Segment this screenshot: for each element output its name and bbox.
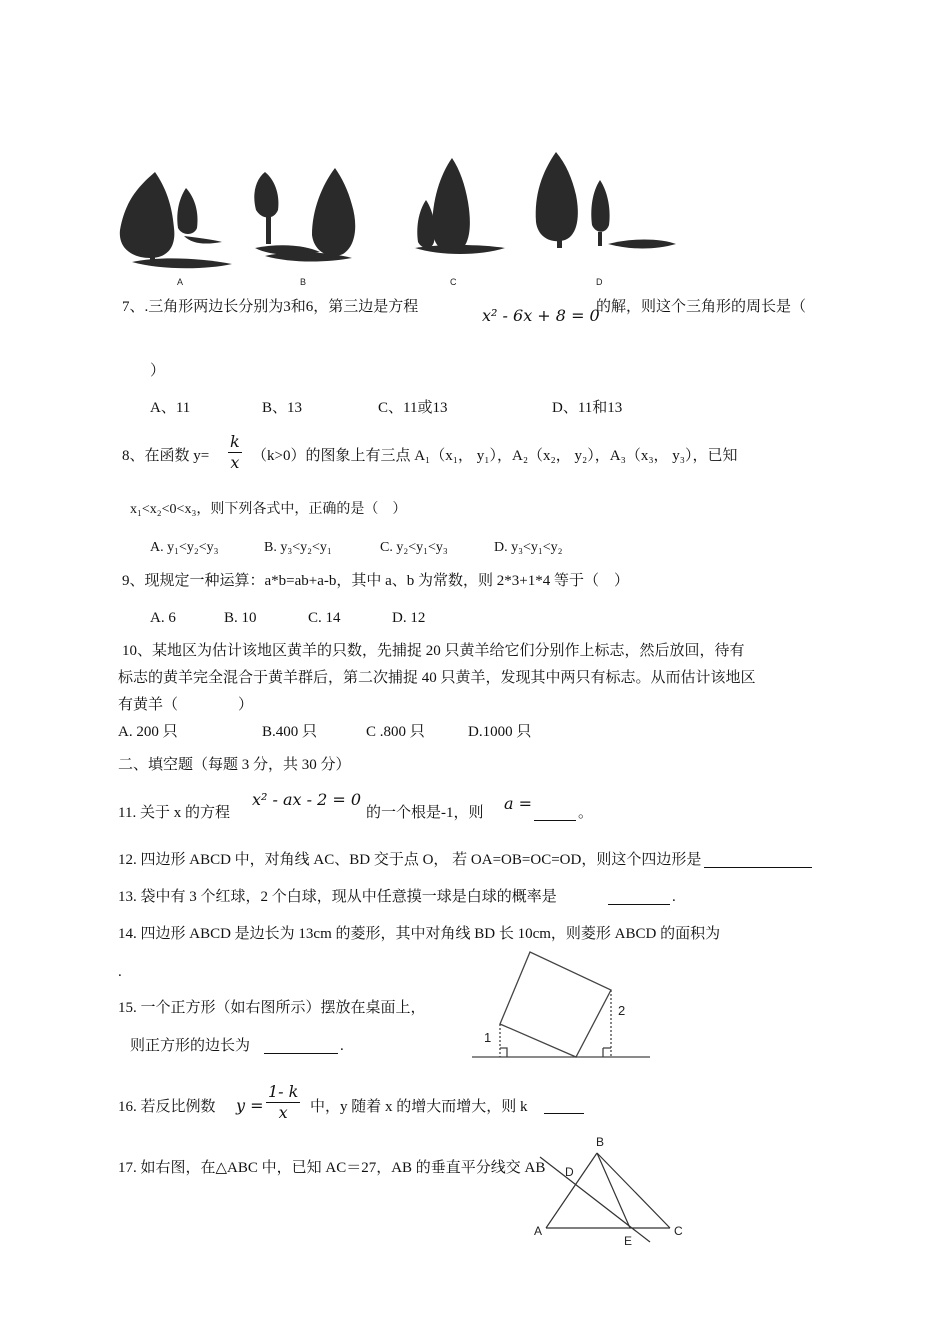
q11-answer-blank[interactable] xyxy=(534,806,576,821)
tree-option-a-label: A xyxy=(177,277,184,287)
q14-line2: . xyxy=(118,964,122,980)
q17-triangle-figure xyxy=(520,1135,700,1245)
q8-choice-a: A. y₁<y₂<y₃ xyxy=(150,540,219,555)
q15-end: . xyxy=(340,1038,344,1054)
q17-fig-label-e: E xyxy=(624,1234,633,1248)
q9-choice-a: A. 6 xyxy=(150,610,176,626)
q7-paren-close: ） xyxy=(150,363,166,379)
q7-equation: x² - 6x + 8 = 0 xyxy=(482,306,600,325)
q7-text-start: 7、.三角形两边长分别为3和6，第三边是方程 xyxy=(122,299,419,315)
q11-text-end: 。 xyxy=(578,805,594,821)
q9-choice-b: B. 10 xyxy=(224,610,257,626)
q8-text-end: （k>0）的图象上有三点 A₁（x₁， y₁），A₂（x₂， y₂），A₃（x₃， y₃），已知 xyxy=(252,448,738,464)
tree-option-d-label: D xyxy=(596,277,603,287)
q11-equation: x² - ax - 2 = 0 xyxy=(252,790,362,809)
q17-fig-label-b: B xyxy=(596,1135,605,1149)
tree-option-c-label: C xyxy=(450,277,457,287)
q10-choice-d: D.1000 只 xyxy=(468,724,532,740)
q7-choice-b: B、13 xyxy=(262,400,303,416)
q17-question: 17. 如右图，在△ABC 中，已知 AC＝27，AB 的垂直平分线交 AB xyxy=(118,1160,546,1176)
q7-choice-a: A、11 xyxy=(150,400,191,416)
q8-fraction xyxy=(228,432,242,473)
q17-fig-label-d: D xyxy=(565,1165,574,1179)
q13-answer-blank[interactable] xyxy=(608,890,670,905)
q8-choice-c: C. y₂<y₁<y₃ xyxy=(380,540,448,555)
q10-choice-a: A. 200 只 xyxy=(118,724,178,740)
q8-text-start: 8、在函数 y= xyxy=(122,448,210,464)
q15-line2: 则正方形的边长为 xyxy=(130,1038,251,1054)
q15-answer-blank[interactable] xyxy=(264,1039,338,1054)
q13-question: 13. 袋中有 3 个红球，2 个白球，现从中任意摸一球是白球的概率是 xyxy=(118,889,557,905)
q9-choice-d: D. 12 xyxy=(392,610,426,626)
q10-line2: 标志的黄羊完全混合于黄羊群后，第二次捕捉 40 只黄羊，发现其中两只有标志。从而估计该地区 xyxy=(118,670,756,686)
q16-answer-blank[interactable] xyxy=(544,1099,584,1114)
q16-fraction xyxy=(266,1082,300,1123)
section-2-heading: 二、填空题（每题 3 分，共 30 分） xyxy=(118,757,351,773)
q15-fig-label-1: 1 xyxy=(484,1030,492,1045)
q11-text-start: 11. 关于 x 的方程 xyxy=(118,805,230,821)
q8-choice-d: D. y₃<y₁<y₂ xyxy=(494,540,563,555)
q10-choice-c: C .800 只 xyxy=(366,724,425,740)
q16-frac-den: x xyxy=(278,1103,288,1122)
q16-text-end: 中，y 随着 x 的增大而增大，则 k xyxy=(310,1099,528,1115)
q10-choice-b: B.400 只 xyxy=(262,724,318,740)
q10-line3: 有黄羊（ ） xyxy=(118,697,254,713)
q7-question xyxy=(122,297,418,317)
q16-text-start: 16. 若反比例数 xyxy=(118,1099,216,1115)
q14-line1: 14. 四边形 ABCD 是边长为 13cm 的菱形，其中对角线 BD 长 10cm，则菱形 ABCD 的面积为 xyxy=(118,926,721,942)
q8-frac-num: k xyxy=(230,432,240,451)
q9-question: 9、现规定一种运算：a*b=ab+a-b，其中 a、b 为常数，则 2*3+1*4 等于（ ） xyxy=(122,573,630,589)
q12-question: 12. 四边形 ABCD 中，对角线 AC、BD 交于点 O， 若 OA=OB=OC=OD，则这个四边形是 xyxy=(118,852,702,868)
q7-choice-d: D、11和13 xyxy=(552,400,623,416)
q12-answer-blank[interactable] xyxy=(704,853,812,868)
tree-shadow-figures xyxy=(0,0,950,300)
q16-y: y = xyxy=(236,1096,264,1115)
q17-fig-label-a: A xyxy=(534,1224,543,1238)
q17-fig-label-c: C xyxy=(674,1224,683,1238)
q8-line2: x₁<x₂<0<x₃，则下列各式中，正确的是（ ） xyxy=(130,502,407,517)
q8-choice-b: B. y₃<y₂<y₁ xyxy=(264,540,332,555)
q10-line1: 10、某地区为估计该地区黄羊的只数，先捕捉 20 只黄羊给它们分别作上标志，然后放回，待有 xyxy=(122,643,745,659)
q7-text-end: 的解，则这个三角形的周长是（ xyxy=(596,299,807,315)
q15-square-figure xyxy=(466,950,666,1060)
q8-frac-den: x xyxy=(230,453,240,472)
q16-frac-num: 1- k xyxy=(268,1082,299,1101)
tree-option-b-label: B xyxy=(300,277,307,287)
q11-variable: a = xyxy=(504,794,533,813)
q15-line1: 15. 一个正方形（如右图所示）摆放在桌面上， xyxy=(118,1000,426,1016)
q11-text-mid: 的一个根是-1，则 xyxy=(366,805,484,821)
q13-end: . xyxy=(672,889,676,905)
q9-choice-c: C. 14 xyxy=(308,610,341,626)
q7-choice-c: C、11或13 xyxy=(378,400,448,416)
q15-fig-label-2: 2 xyxy=(618,1003,626,1018)
